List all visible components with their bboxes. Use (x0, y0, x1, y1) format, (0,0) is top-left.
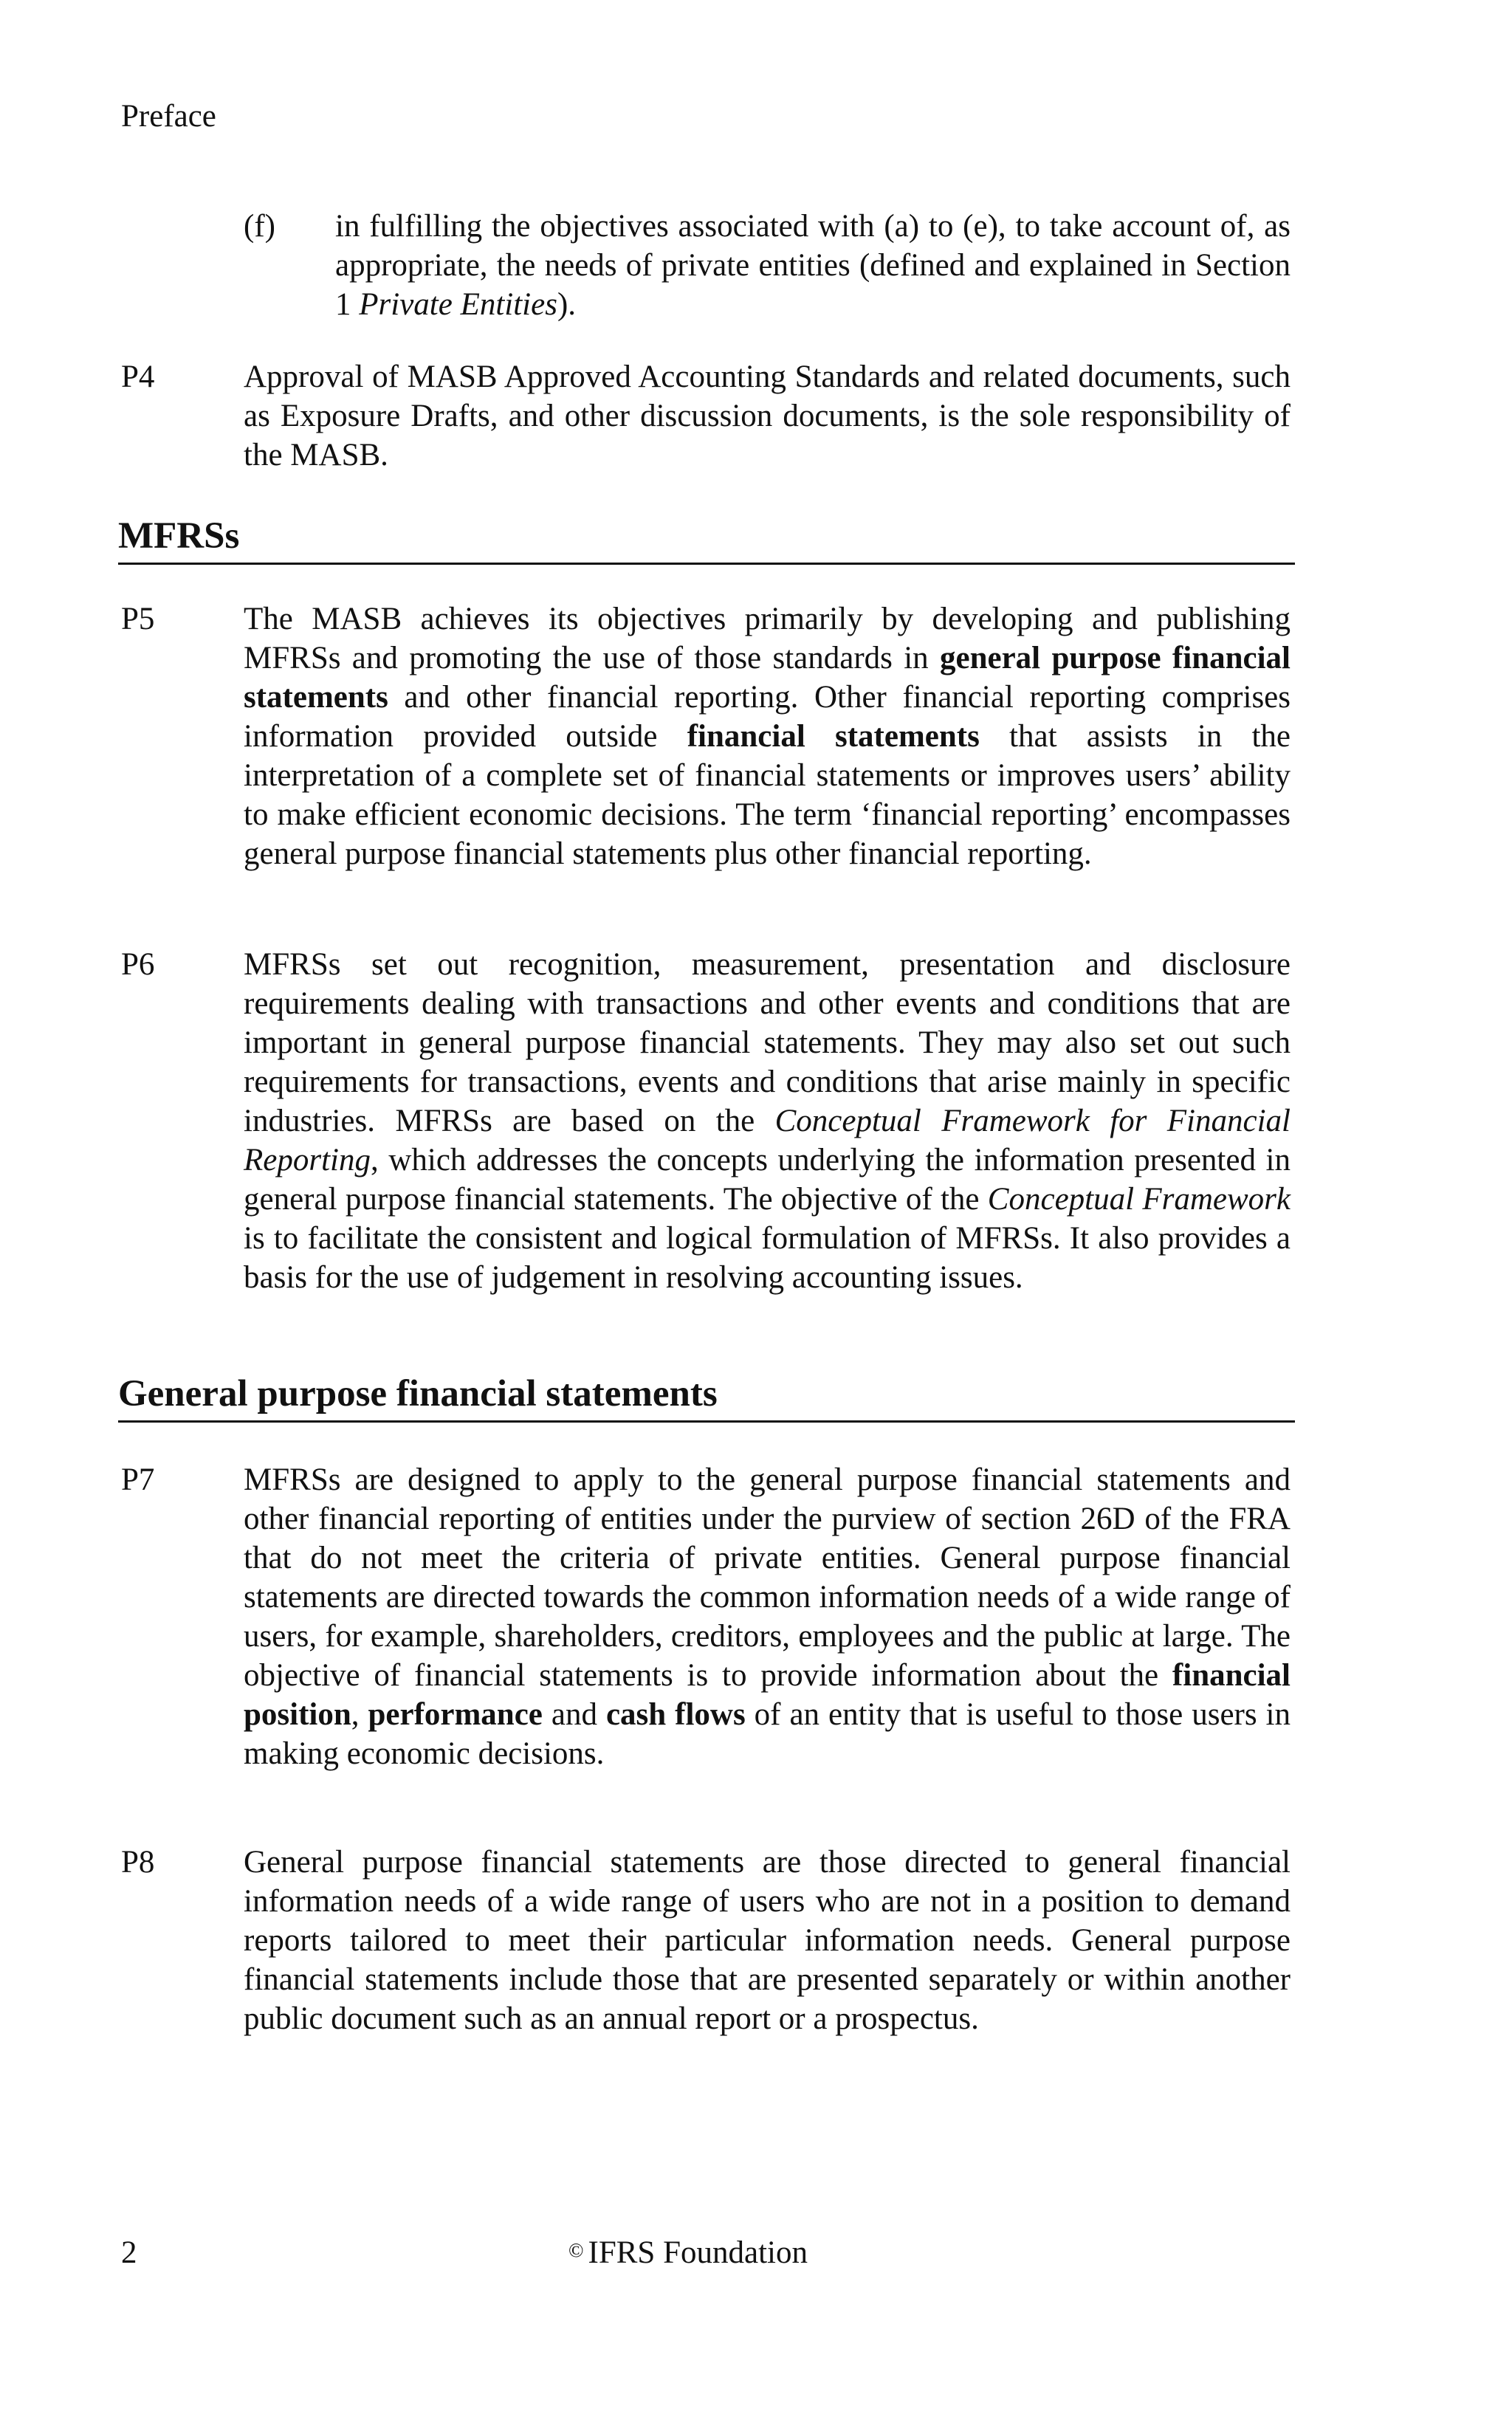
paragraph-p6 (121, 945, 1291, 1297)
paragraph-p4 (121, 357, 1291, 475)
paragraph-label: (f) (244, 209, 275, 244)
paragraph-body: MFRSs are designed to apply to the general purpose financial statements and other financial reporting of entities under the purview of section 26D of the FRA that do not meet the criteria of private entities. General purpose financial statements are directed towards the common information needs of a wide range of users, for example, shareholders, creditors, employees and the public at large. The objective of financial statements is to provide information about the financial position, performance and cash flows of an entity that is useful to those users in making economic decisions. (244, 1462, 1291, 1771)
paragraph-p8 (121, 1843, 1291, 2038)
section-heading-mfrss: MFRSs (118, 512, 1295, 565)
paragraph-body: The MASB achieves its objectives primarily by developing and publishing MFRSs and promoting the use of those standards in general purpose financial statements and other financial reporting. Other financial reporting comprises information provided outside financial statements that assists in the interpretation of a complete set of financial statements or improves users’ ability to make efficient economic decisions. The term ‘financial reporting’ encompasses general purpose financial statements plus other financial reporting. (244, 602, 1291, 871)
copyright-text: IFRS Foundation (588, 2235, 808, 2270)
paragraph-body: General purpose financial statements are those directed to general financial information needs of a wide range of users who are not in a position to demand reports tailored to meet their particular information needs. General purpose financial statements include those that are presented separately or within another public document such as an annual report or a prospectus. (244, 1845, 1291, 2036)
running-header: Preface (121, 99, 216, 134)
paragraph-p5 (121, 599, 1291, 873)
paragraph-label: P5 (121, 602, 155, 636)
paragraph-label: P4 (121, 360, 155, 394)
paragraph-body: Approval of MASB Approved Accounting Standards and related documents, such as Exposure Drafts, and other discussion documents, is the sole responsibility of the MASB. (244, 360, 1291, 472)
paragraph-p7 (121, 1460, 1291, 1773)
copyright-symbol: © (568, 2239, 584, 2261)
paragraph-body: in fulfilling the objectives associated with (a) to (e), to take account of, as appropriate, the needs of private entities (defined and explained in Section 1 Private Entities). (335, 209, 1291, 322)
paragraph-f (244, 207, 1291, 324)
copyright-notice (568, 2232, 808, 2274)
section-heading-general-purpose: General purpose financial statements (118, 1370, 1295, 1423)
paragraph-label: P6 (121, 947, 155, 982)
paragraph-body: MFRSs set out recognition, measurement, presentation and disclosure requirements dealing with transactions and other events and conditions that are important in general purpose financial statements. They may also set out such requirements for transactions, events and conditions that arise mainly in specific industries. MFRSs are based on the Conceptual Framework for Financial Reporting, which addresses the concepts underlying the information presented in general purpose financial statements. The objective of the Conceptual Framework is to facilitate the consistent and logical formulation of MFRSs. It also provides a basis for the use of judgement in resolving accounting issues. (244, 947, 1291, 1295)
paragraph-label: P7 (121, 1462, 155, 1497)
paragraph-label: P8 (121, 1845, 155, 1880)
page-number: 2 (121, 2235, 137, 2270)
